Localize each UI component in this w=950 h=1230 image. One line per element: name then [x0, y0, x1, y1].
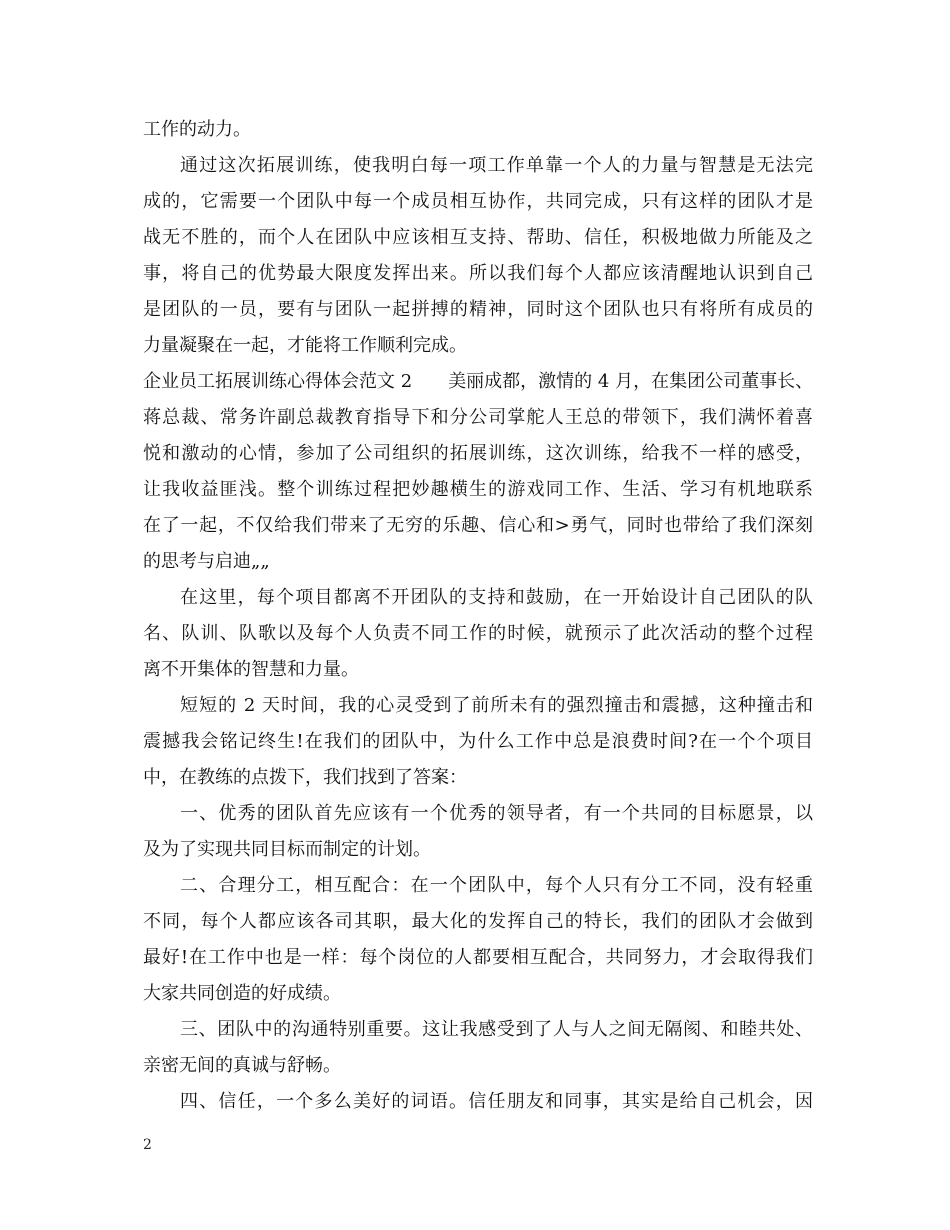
text-line: 亲密无间的真诚与舒畅。 [143, 1055, 341, 1076]
text-line: 四、信任，一个多么美好的词语。信任朋友和同事，其实是给自己机会，因 [180, 1091, 813, 1112]
text-line: 的思考与启迪„„ [143, 551, 270, 572]
text-line: 是团队的一员，要有与团队一起拼搏的精神，同时这个团队也只有将所有成员的 [143, 299, 813, 320]
text-line: 一、优秀的团队首先应该有一个优秀的领导者，有一个共同的目标愿景，以 [180, 803, 813, 824]
text-line: 成的，它需要一个团队中每一个成员相互协作，共同完成，只有这样的团队才是 [143, 191, 813, 212]
text-line: 名、队训、队歌以及每个人负责不同工作的时候，就预示了此次活动的整个过程 [143, 623, 813, 644]
text-line: 蒋总裁、常务许副总裁教育指导下和分公司掌舵人王总的带领下，我们满怀着喜 [143, 407, 813, 428]
page-number: 2 [143, 1137, 152, 1153]
text-line: 事，将自己的优势最大限度发挥出来。所以我们每个人都应该清醒地认识到自己 [143, 263, 813, 284]
text-line: 战无不胜的，而个人在团队中应该相互支持、帮助、信任，积极地做力所能及之 [143, 227, 813, 248]
text-line: 悦和激动的心情，参加了公司组织的拓展训练，这次训练，给我不一样的感受， [143, 443, 813, 464]
text-line: 力量凝聚在一起，才能将工作顺利完成。 [143, 335, 467, 356]
text-line: 大家共同创造的好成绩。 [143, 983, 341, 1004]
text-line: 最好!在工作中也是一样：每个岗位的人都要相互配合，共同努力，才会取得我们 [143, 947, 813, 968]
text-line: 不同，每个人都应该各司其职，最大化的发挥自己的特长，我们的团队才会做到 [143, 911, 813, 932]
text-line: 在了一起，不仅给我们带来了无穷的乐趣、信心和>勇气，同时也带给了我们深刻 [143, 515, 813, 536]
text-line: 在这里，每个项目都离不开团队的支持和鼓励，在一开始设计自己团队的队 [180, 587, 813, 608]
text-line: 三、团队中的沟通特别重要。这让我感受到了人与人之间无隔阂、和睦共处、 [180, 1019, 813, 1040]
text-line: 震撼我会铭记终生!在我们的团队中，为什么工作中总是浪费时间?在一个个项目 [143, 731, 813, 752]
text-line: 短短的 2 天时间，我的心灵受到了前所未有的强烈撞击和震撼，这种撞击和 [180, 695, 813, 716]
text-line: 让我收益匪浅。整个训练过程把妙趣横生的游戏同工作、生活、学习有机地联系 [143, 479, 813, 500]
text-line: 工作的动力。 [143, 119, 251, 140]
text-line: 及为了实现共同目标而制定的计划。 [143, 839, 431, 860]
text-line: 二、合理分工，相互配合：在一个团队中，每个人只有分工不同，没有轻重 [180, 875, 813, 896]
text-line: 企业员工拓展训练心得体会范文 2 美丽成都，激情的 4 月，在集团公司董事长、 [143, 371, 813, 392]
text-line: 离不开集体的智慧和力量。 [143, 659, 359, 680]
text-line: 通过这次拓展训练，使我明白每一项工作单靠一个人的力量与智慧是无法完 [180, 155, 813, 176]
text-line: 中，在教练的点拨下，我们找到了答案： [143, 767, 467, 788]
